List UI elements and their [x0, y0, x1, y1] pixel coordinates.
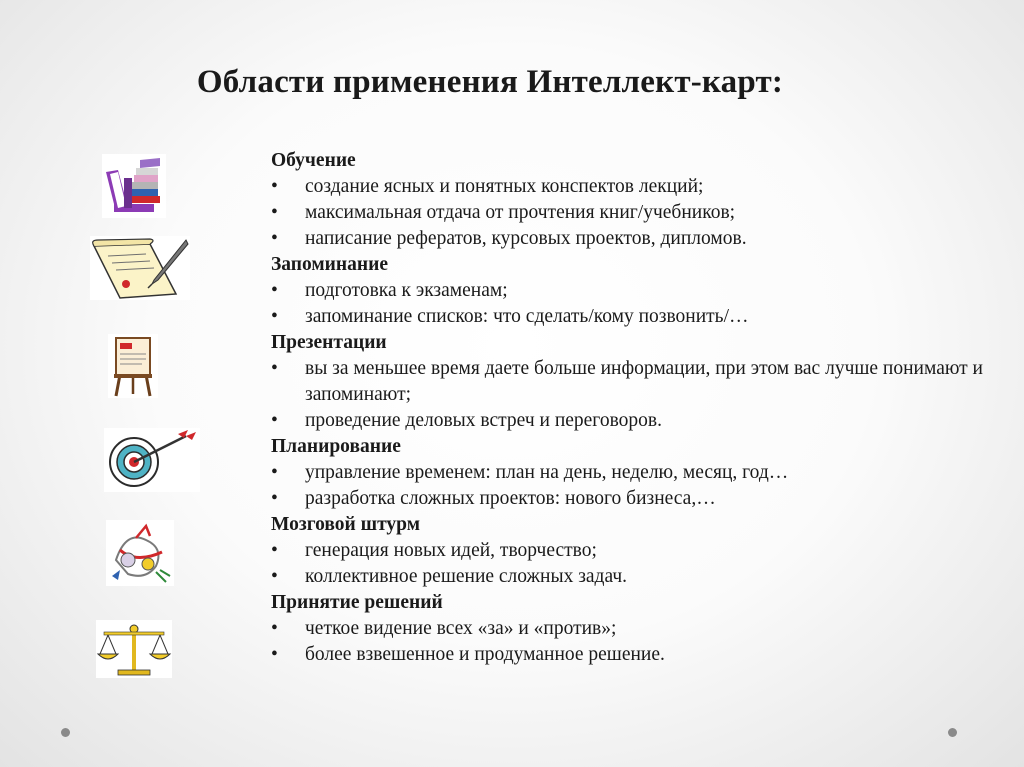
list-item: • более взвешенное и продуманное решение.: [271, 642, 1001, 668]
section-heading: Обучение: [271, 150, 356, 171]
bullet: •: [271, 228, 278, 249]
scroll-quill-icon: [90, 236, 190, 300]
bullet: •: [271, 540, 278, 561]
section-learning: [271, 148, 1001, 252]
bullet: •: [271, 410, 278, 431]
bullet: •: [271, 644, 278, 665]
bullet: •: [271, 566, 278, 587]
bullet: •: [271, 306, 278, 327]
section-decisions: [271, 590, 1001, 668]
list-item: • проведение деловых встреч и переговоров.: [271, 408, 1001, 434]
list-item: • управление временем: план на день, неделю, месяц, год…: [271, 460, 1001, 486]
bullet: •: [271, 618, 278, 639]
list-item: • запоминание списков: что сделать/кому позвонить/…: [271, 304, 1001, 330]
corner-dot-right: [948, 728, 957, 737]
bullet: •: [271, 462, 278, 483]
brainstorm-icon: [106, 520, 174, 586]
list-item: • написание рефератов, курсовых проектов, дипломов.: [271, 226, 1001, 252]
section-heading: Мозговой штурм: [271, 514, 420, 535]
books-icon: [100, 152, 168, 220]
bullet: •: [271, 202, 278, 223]
slide-title: Области применения Интеллект-карт:: [196, 64, 784, 100]
bullet: •: [271, 176, 278, 197]
list-item: • генерация новых идей, творчество;: [271, 538, 1001, 564]
section-brainstorm: [271, 512, 1001, 590]
easel-icon: [108, 334, 158, 398]
list-item: • разработка сложных проектов: нового бизнеса,…: [271, 486, 1001, 512]
slide-content: [271, 148, 1001, 668]
list-item: • создание ясных и понятных конспектов лекций;: [271, 174, 1001, 200]
section-heading: Презентации: [271, 332, 387, 353]
list-item: • четкое видение всех «за» и «против»;: [271, 616, 1001, 642]
bullet: •: [271, 358, 278, 379]
bullet: •: [271, 488, 278, 509]
section-heading: Принятие решений: [271, 592, 443, 613]
scales-icon: [96, 620, 172, 678]
list-item: • подготовка к экзаменам;: [271, 278, 1001, 304]
list-item: • коллективное решение сложных задач.: [271, 564, 1001, 590]
list-item: • максимальная отдача от прочтения книг/учебников;: [271, 200, 1001, 226]
bullet: •: [271, 280, 278, 301]
section-heading: Планирование: [271, 436, 401, 457]
corner-dot-left: [61, 728, 70, 737]
list-item: • вы за меньшее время даете больше информации, при этом вас лучше понимают и запоминают;: [271, 358, 983, 405]
section-heading: Запоминание: [271, 254, 389, 275]
section-memorization: [271, 252, 1001, 330]
section-planning: [271, 434, 1001, 512]
section-presentations: [271, 330, 1001, 434]
target-arrow-icon: [104, 428, 200, 492]
